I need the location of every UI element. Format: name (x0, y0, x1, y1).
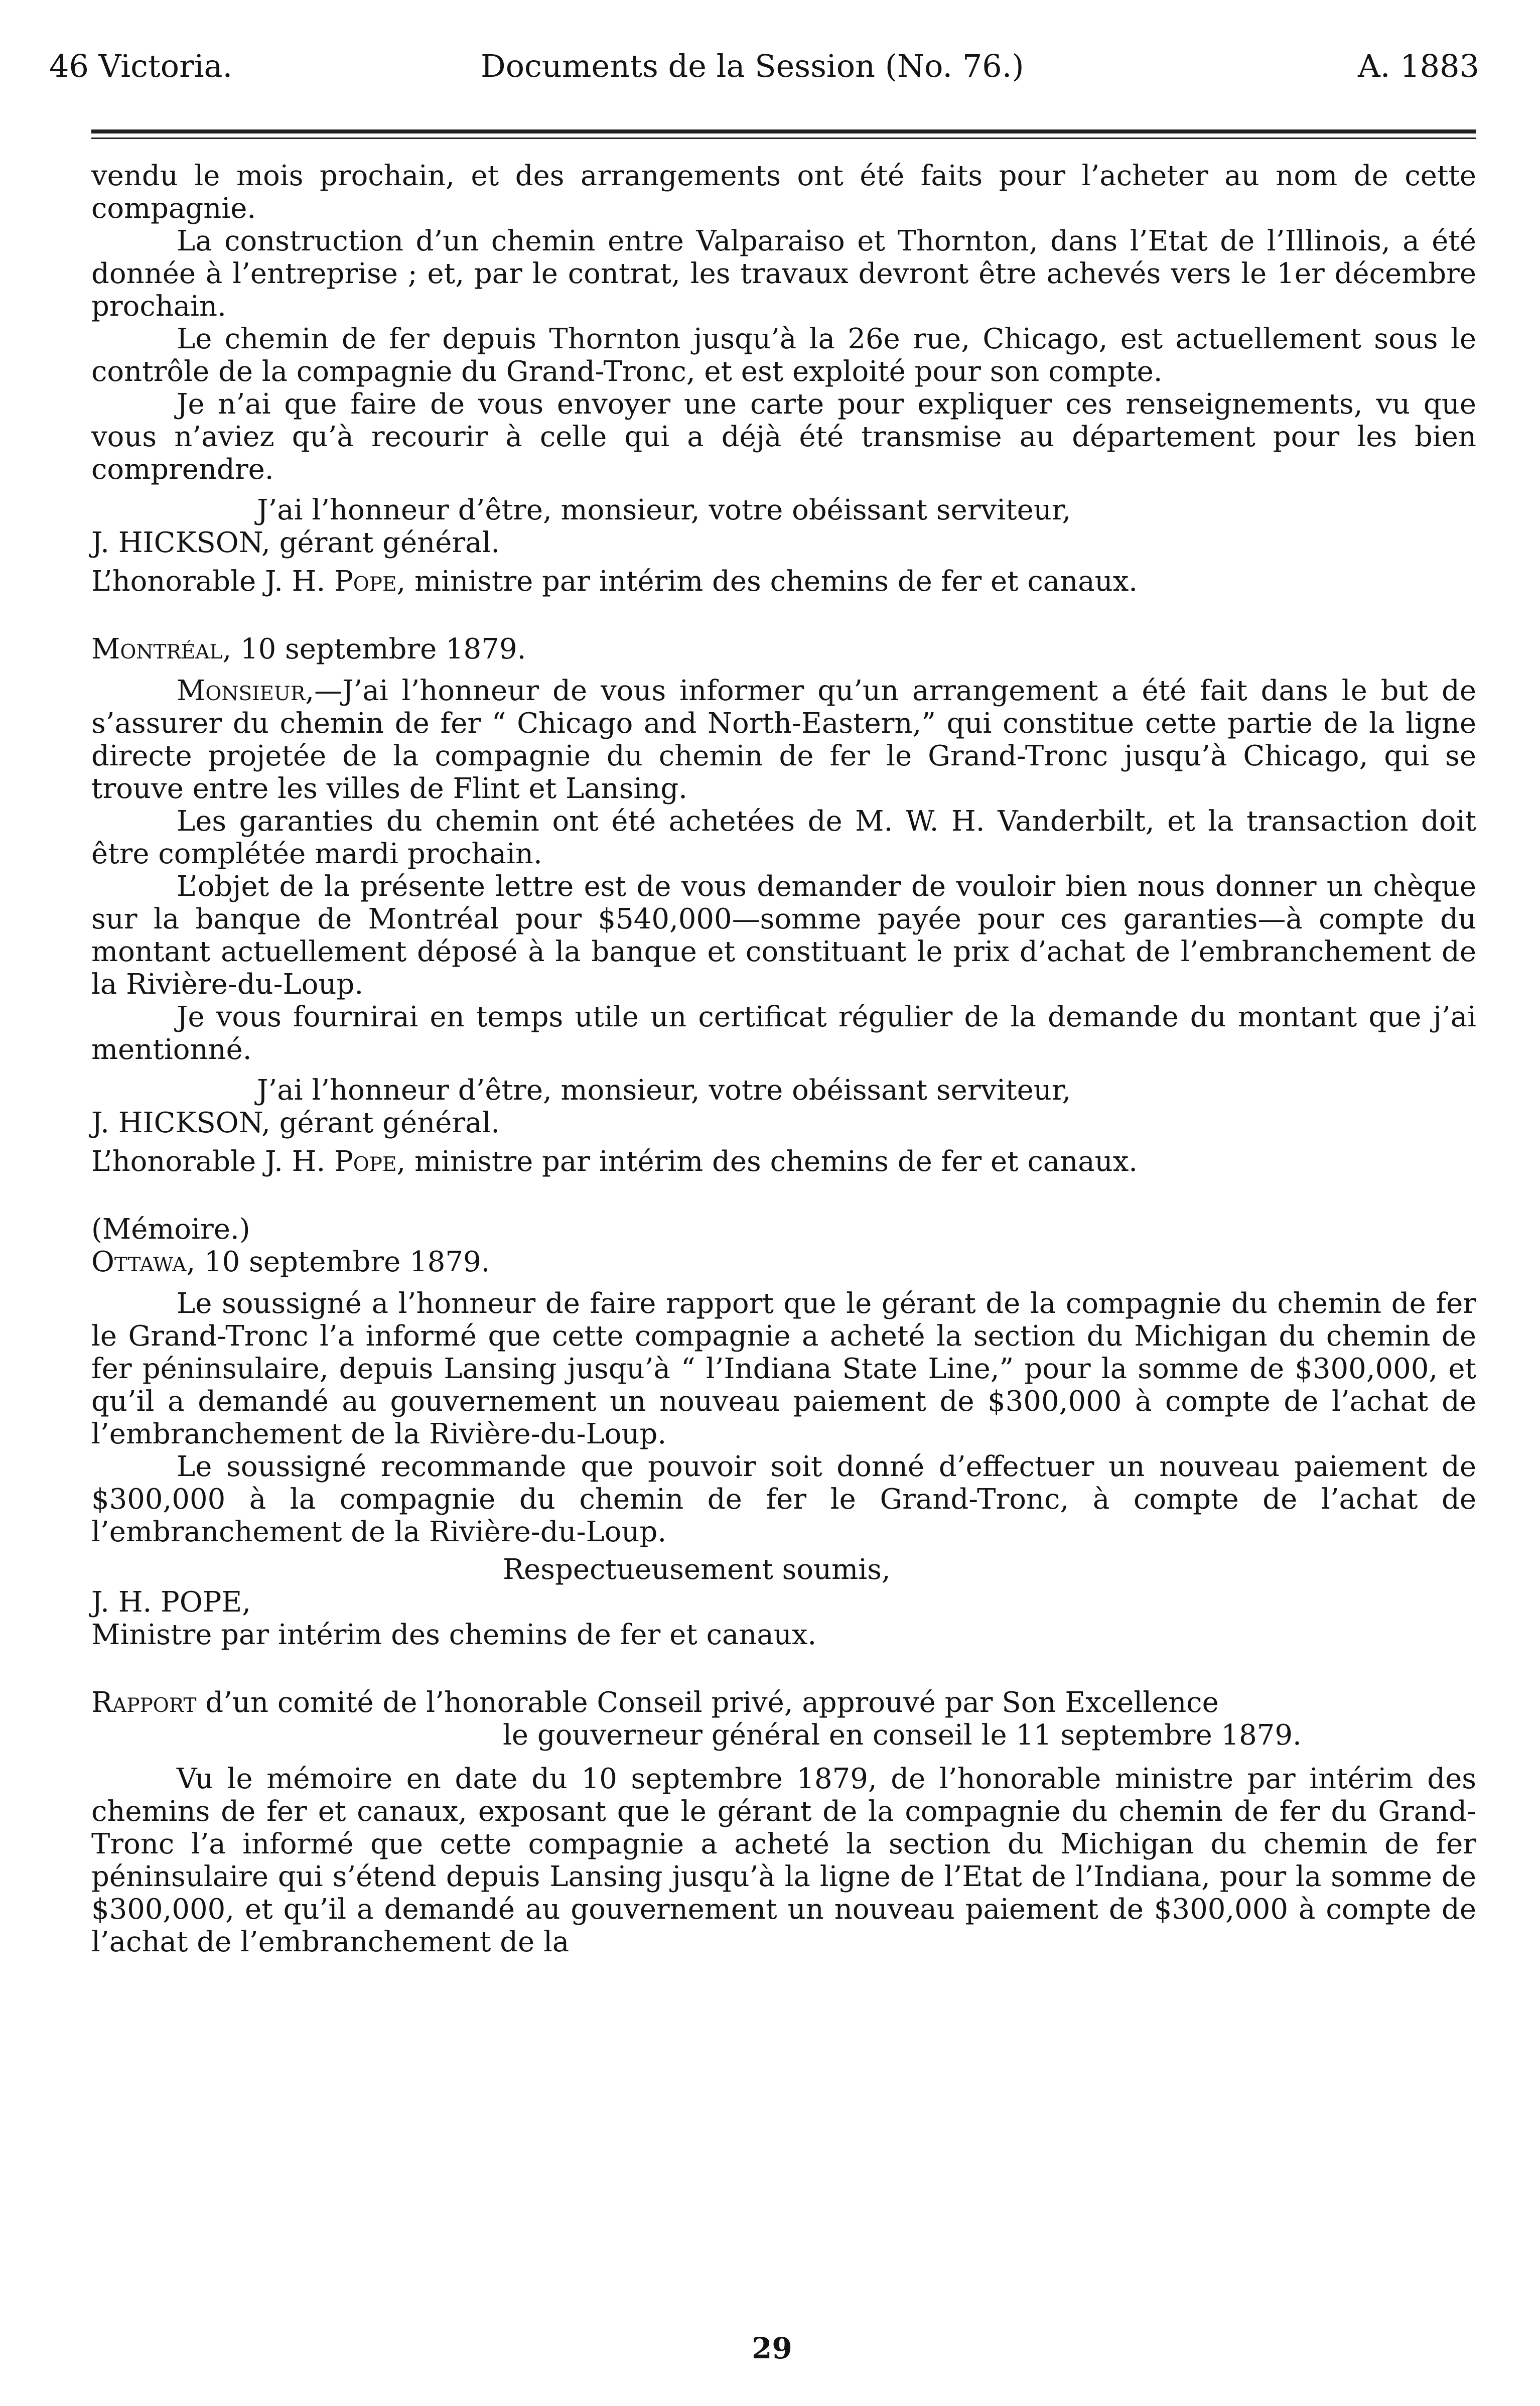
letter2-addressee (91, 1145, 1476, 1178)
letter2-date: , 10 septembre 1879. (222, 633, 526, 665)
memoire-place: Ottawa (91, 1246, 187, 1278)
running-header (49, 48, 1479, 93)
header-volume: 46 Victoria. (49, 48, 233, 84)
addressee-name: Pope (334, 1145, 397, 1178)
memoire-dateline (91, 1246, 1476, 1278)
letter2-dateline (91, 633, 1476, 665)
letter1-paragraph-3: Le chemin de fer depuis Thornton jusqu’à la 26e rue, Chicago, est actuellement sous le contrôle de la compagnie du Grand-Tronc, et est exploité pour son compte. (91, 323, 1476, 388)
rapport-heading-line2: le gouverneur général en conseil le 11 septembre 1879. (503, 1719, 1302, 1752)
header-rule-thin (91, 138, 1476, 139)
header-title: Documents de la Session (No. 76.) (481, 48, 1024, 84)
letter1-signature: J. HICKSON, gérant général. (91, 526, 500, 559)
letter2-paragraph-1-text: ,—J’ai l’honneur de vous informer qu’un arrangement a été fait dans le but de s’assurer du chemin de fer “ Chicago and North-Eastern,” qui constitue cette partie de la ligne directe projetée de la compagnie du chemin de fer le Grand-Tronc jusqu’à Chicago, qui se trouve entre les villes de Flint et Lansing. (91, 675, 1476, 805)
memoire-paragraph-2: Le soussigné recommande que pouvoir soit donné d’effectuer un nouveau paiement de $300,000 à la compagnie du chemin de fer le Grand-Tronc, à compte de l’achat de l’embranchement de la Rivière-du-Loup. (91, 1450, 1476, 1548)
page-body (91, 160, 1476, 1958)
letter1-paragraph-2: La construction d’un chemin entre Valparaiso et Thornton, dans l’Etat de l’Illinois, a été donnée à l’entreprise ; et, par le contrat, les travaux devront être achevés vers le 1er décembre prochain. (91, 225, 1476, 323)
letter2-paragraph-2: Les garanties du chemin ont été achetées de M. W. H. Vanderbilt, et la transaction doit être complétée mardi prochain. (91, 805, 1476, 870)
memoire-paragraph-1: Le soussigné a l’honneur de faire rapport que le gérant de la compagnie du chemin de fer le Grand-Tronc l’a informé que cette compagnie a acheté la section du Michigan du chemin de fer péninsulaire, depuis Lansing jusqu’à “ l’Indiana State Line,” pour la somme de $300,000, et qu’il a demandé au gouvernement un nouveau paiement de $300,000 à compte de l’achat de l’embranchement de la Rivière-du-Loup. (91, 1287, 1476, 1450)
addressee-suffix: , ministre par intérim des chemins de fer et canaux. (396, 565, 1138, 598)
addressee-prefix: L’honorable J. H. (91, 565, 335, 598)
memoire-label: (Mémoire.) (91, 1213, 250, 1246)
rapport-heading (91, 1686, 1476, 1719)
header-rule-thick (91, 129, 1476, 133)
letter2-paragraph-4: Je vous fournirai en temps utile un certificat régulier de la demande du montant que j’ai mentionné. (91, 1001, 1476, 1066)
rapport-heading-label: Rapport (91, 1686, 197, 1719)
rapport-heading-text: d’un comité de l’honorable Conseil privé, approuvé par Son Excellence (196, 1686, 1219, 1719)
letter2-paragraph-1 (91, 675, 1476, 805)
letter2-closing: J’ai l’honneur d’être, monsieur, votre obéissant serviteur, (257, 1074, 1071, 1107)
addressee-suffix: , ministre par intérim des chemins de fer et canaux. (396, 1145, 1138, 1178)
letter2-paragraph-3: L’objet de la présente lettre est de vous demander de vouloir bien nous donner un chèque sur la banque de Montréal pour $540,000—somme payée pour ces garanties—à compte du montant actuellement déposé à la banque et constituant le prix d’achat de l’embranchement de la Rivière-du-Loup. (91, 870, 1476, 1001)
page-number: 29 (752, 2331, 792, 2365)
memoire-signature-title: Ministre par intérim des chemins de fer et canaux. (91, 1619, 817, 1651)
memoire-signature: J. H. POPE, (91, 1586, 251, 1619)
memoire-date: , 10 septembre 1879. (186, 1246, 490, 1278)
letter1-paragraph-1: vendu le mois prochain, et des arrangements ont été faits pour l’acheter au nom de cette compagnie. (91, 160, 1476, 225)
letter1-addressee (91, 565, 1476, 598)
header-year: A. 1883 (1358, 48, 1479, 84)
addressee-name: Pope (334, 565, 397, 598)
letter2-place: Montréal (91, 633, 223, 665)
letter1-paragraph-4: Je n’ai que faire de vous envoyer une carte pour expliquer ces renseignements, vu que vous n’aviez qu’à recourir à celle qui a déjà été transmise au département pour les bien comprendre. (91, 388, 1476, 486)
letter1-closing: J’ai l’honneur d’être, monsieur, votre obéissant serviteur, (257, 494, 1071, 526)
memoire-closing: Respectueusement soumis, (503, 1553, 891, 1586)
addressee-prefix: L’honorable J. H. (91, 1145, 335, 1178)
rapport-paragraph-1: Vu le mémoire en date du 10 septembre 1879, de l’honorable ministre par intérim des chemins de fer et canaux, exposant que le gérant de la compagnie du chemin de fer du Grand-Tronc l’a informé que cette compagnie a acheté la section du Michigan du chemin de fer péninsulaire qui s’étend depuis Lansing jusqu’à la ligne de l’Etat de l’Indiana, pour la somme de $300,000, et qu’il a demandé au gouvernement un nouveau paiement de $300,000 à compte de l’achat de l’embranchement de la (91, 1763, 1476, 1958)
letter2-signature: J. HICKSON, gérant général. (91, 1107, 500, 1139)
letter2-salutation: Monsieur (177, 675, 306, 707)
